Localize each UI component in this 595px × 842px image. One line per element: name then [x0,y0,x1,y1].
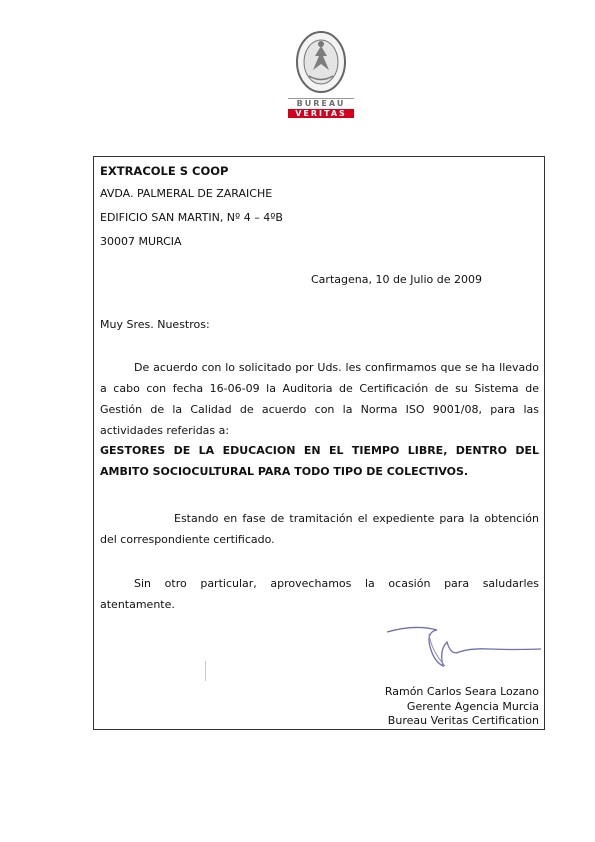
recipient-city: 30007 MURCIA [100,235,182,248]
recipient-company: EXTRACOLE S COOP [100,164,229,178]
brand-word-veritas: VERITAS [288,109,354,118]
signature-block [385,685,539,729]
handwritten-signature [385,622,545,670]
activities-statement: GESTORES DE LA EDUCACION EN EL TIEMPO LIBRE, DENTRO DEL AMBITO SOCIOCULTURAL PARA TODO TIPO DE COLECTIVOS. [100,444,539,478]
signer-organization: Bureau Veritas Certification [387,714,539,727]
salutation: Muy Sres. Nuestros: [100,318,210,331]
faint-vertical-mark [205,661,206,681]
brand-word-bureau: BUREAU [288,98,354,107]
recipient-street: AVDA. PALMERAL DE ZARAICHE [100,187,273,200]
bureau-veritas-seal [295,30,347,94]
body-paragraph-1: De acuerdo con lo solicitado por Uds. les confirmamos que se ha llevado a cabo con fecha 16-06-09 la Auditoria de Certificación de su Sistema de Gestión de la Calidad de acuerdo con la Norma ISO 9001/08, para las actividades referidas a: [100,361,539,437]
signer-title: Gerente Agencia Murcia [406,699,539,713]
letter-date: Cartagena, 10 de Julio de 2009 [311,273,482,286]
body-paragraph-3: Estando en fase de tramitación el expediente para la obtención del correspondiente certificado. [100,512,539,546]
signer-name: Ramón Carlos Seara Lozano [384,685,539,698]
closing-paragraph: Sin otro particular, aprovechamos la ocasión para saludarles atentamente. [100,577,539,611]
recipient-building: EDIFICIO SAN MARTIN, Nº 4 – 4ºB [100,211,283,224]
